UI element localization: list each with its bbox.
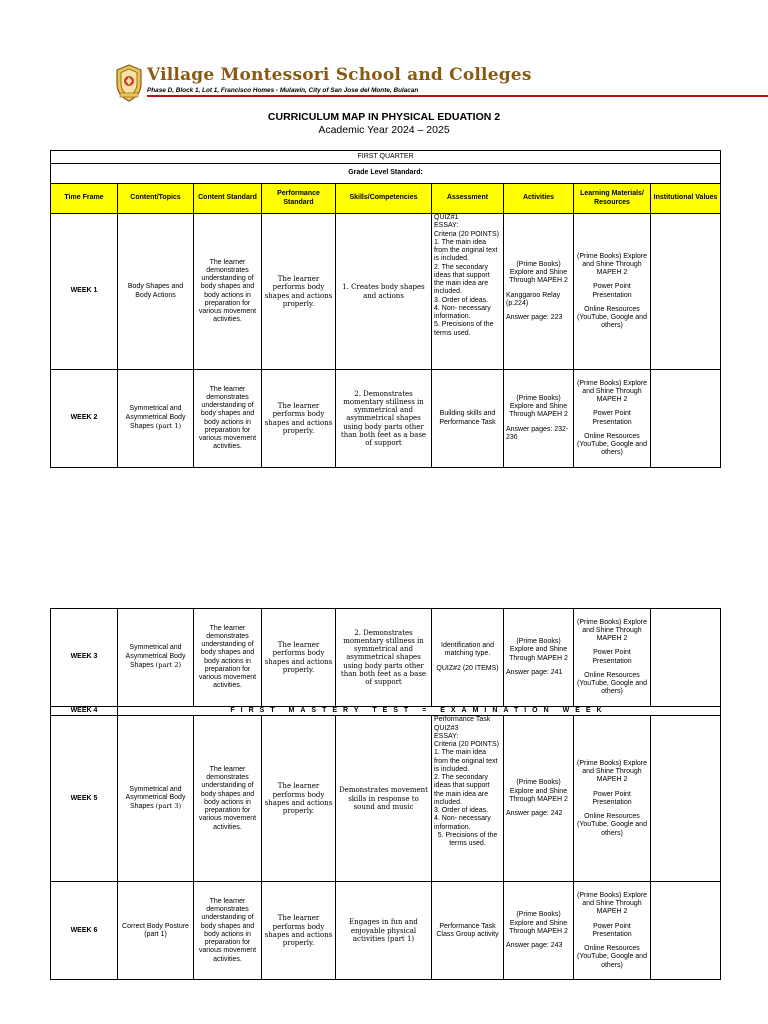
column-header: Content/Topics <box>118 184 194 214</box>
assessment-cell: Performance Task Class Group activity <box>432 882 504 980</box>
topic-text: Symmetrical and Asymmetrical Body Shapes <box>125 405 186 430</box>
topic-cell <box>118 370 194 468</box>
content-standard-cell: The learner demonstrates understanding of body shapes and body actions in preparation for various movement activities. <box>194 716 262 882</box>
topic-part: (part 1) <box>155 421 182 430</box>
grade-level-standard: Grade Level Standard: <box>51 164 721 184</box>
assessment-line: 2. The secondary ideas that support the main idea are included. <box>434 263 490 296</box>
assessment-line: Identification and matching type. <box>441 642 494 658</box>
skills-cell: 2. Demonstrates momentary stillness in symmetrical and asymmetrical shapes using body parts other than both feet as a base of support <box>336 609 432 707</box>
topic-part: (part 2) <box>155 660 182 669</box>
assessment-line: 4. Non- necessary information. <box>434 304 491 320</box>
table-row <box>51 716 721 882</box>
resource-item: (Prime Books) Explore and Shine Through MAPEH 2 <box>576 379 648 403</box>
week-cell: WEEK 4 <box>51 707 118 716</box>
activities-cell <box>504 882 574 980</box>
content-standard-cell: The learner demonstrates understanding of body shapes and body actions in preparation for various movement activities. <box>194 214 262 370</box>
resource-item: Power Point Presentation <box>592 922 632 938</box>
header-rule <box>147 95 768 97</box>
skills-cell: Engages in fun and enjoyable physical activities (part 1) <box>336 882 432 980</box>
school-seal-icon <box>114 64 144 102</box>
column-header: Activities <box>504 184 574 214</box>
resources-cell <box>574 882 651 980</box>
assessment-line: Performance Task <box>434 716 491 724</box>
topic-cell <box>118 609 194 707</box>
resource-item: Power Point Presentation <box>592 649 632 665</box>
assessment-line: 1. The main idea from the original text is included. <box>434 238 498 263</box>
column-header: Assessment <box>432 184 504 214</box>
activity-book: (Prime Books) Explore and Shine Through MAPEH 2 <box>509 911 568 935</box>
performance-standard-cell: The learner performs body shapes and actions properly. <box>262 716 336 882</box>
resource-item: (Prime Books) Explore and Shine Through MAPEH 2 <box>576 252 648 276</box>
assessment-cell: Building skills and Performance Task <box>432 370 504 468</box>
assessment-line: QUIZ#2 (20 ITEMS) <box>436 664 499 672</box>
assessment-line: QUIZ#3 <box>434 724 459 732</box>
mastery-test-banner: FIRST MASTERY TEST = EXAMINATION WEEK <box>118 707 721 716</box>
resources-cell <box>574 716 651 882</box>
week-cell: WEEK 2 <box>51 370 118 468</box>
resource-item: Power Point Presentation <box>592 790 632 806</box>
answer-page: Answer page: 243 <box>506 942 563 949</box>
resource-item: (Prime Books) Explore and Shine Through MAPEH 2 <box>576 618 648 642</box>
values-cell <box>651 609 721 707</box>
resources-cell <box>574 609 651 707</box>
table-row <box>51 370 721 468</box>
topic-cell: Body Shapes and Body Actions <box>118 214 194 370</box>
activity-book: (Prime Books) Explore and Shine Through MAPEH 2 <box>509 779 568 803</box>
performance-standard-cell: The learner performs body shapes and actions properly. <box>262 882 336 980</box>
academic-year: Academic Year 2024 – 2025 <box>318 124 450 136</box>
activity-book: (Prime Books) Explore and Shine Through MAPEH 2 <box>509 638 568 662</box>
content-standard-cell: The learner demonstrates understanding of body shapes and body actions in preparation for various movement activities. <box>194 370 262 468</box>
assessment-line: 4. Non- necessary information. <box>434 815 491 831</box>
column-header: Institutional Values <box>651 184 721 214</box>
resource-item: (Prime Books) Explore and Shine Through MAPEH 2 <box>576 759 648 784</box>
assessment-line: Criteria (20 POINTS) <box>434 741 499 748</box>
resource-item: Online Resources (YouTube, Google and others) <box>577 305 647 330</box>
topic-part: (part 3) <box>155 802 182 811</box>
column-header: Performance Standard <box>262 184 336 214</box>
assessment-line: Criteria (20 POINTS) <box>434 230 499 238</box>
week-cell: WEEK 5 <box>51 716 118 882</box>
content-standard-cell: The learner demonstrates understanding of body shapes and body actions in preparation for various movement activities. <box>194 609 262 707</box>
column-header: Skills/Competencies <box>336 184 432 214</box>
resource-item: (Prime Books) Explore and Shine Through MAPEH 2 <box>576 891 648 916</box>
table-row <box>51 882 721 980</box>
values-cell <box>651 370 721 468</box>
performance-standard-cell: The learner performs body shapes and actions properly. <box>262 214 336 370</box>
assessment-cell <box>432 214 504 370</box>
topic-text: Symmetrical and Asymmetrical Body Shapes <box>125 644 186 669</box>
performance-standard-cell: The learner performs body shapes and actions properly. <box>262 370 336 468</box>
resources-cell <box>574 370 651 468</box>
table-header-row <box>51 184 721 214</box>
answer-page: Answer page: 241 <box>506 668 563 676</box>
performance-standard-cell: The learner performs body shapes and actions properly. <box>262 609 336 707</box>
week-cell: WEEK 6 <box>51 882 118 980</box>
table-row <box>51 609 721 707</box>
resource-item: Online Resources (YouTube, Google and others) <box>577 945 647 969</box>
curriculum-table-part-1 <box>50 150 721 468</box>
activities-cell <box>504 609 574 707</box>
assessment-cell <box>432 716 504 882</box>
assessment-line: ESSAY: <box>434 222 459 230</box>
resource-item: Power Point Presentation <box>592 283 632 299</box>
quarter-heading: FIRST QUARTER <box>51 151 721 164</box>
activity-book: (Prime Books) Explore and Shine Through MAPEH 2 <box>509 260 568 285</box>
topic-text: Symmetrical and Asymmetrical Body Shapes <box>125 785 186 811</box>
assessment-line: 3. Order of ideas. <box>434 296 489 304</box>
activity-book: (Prime Books) Explore and Shine Through MAPEH 2 <box>509 394 568 419</box>
resource-item: Online Resources (YouTube, Google and others) <box>577 432 647 457</box>
answer-page: Answer pages: 232-236 <box>506 425 569 441</box>
assessment-line: ESSAY: <box>434 732 459 740</box>
column-header: Learning Materials/ Resources <box>574 184 651 214</box>
week-cell: WEEK 3 <box>51 609 118 707</box>
skills-cell: Demonstrates movement skills in response to sound and music <box>336 716 432 882</box>
activities-cell <box>504 716 574 882</box>
table-row <box>51 214 721 370</box>
assessment-cell <box>432 609 504 707</box>
activity-extra: Kanggaroo Relay (p.224) <box>506 291 561 307</box>
resource-item: Power Point Presentation <box>592 410 632 426</box>
assessment-line: 2. The secondary ideas that support the main idea are included. <box>434 774 490 806</box>
assessment-line: QUIZ#1 <box>434 214 459 221</box>
school-name: Village Montessori School and Colleges <box>147 65 532 85</box>
activities-cell <box>504 214 574 370</box>
assessment-line: 3. Order of ideas. <box>434 807 489 814</box>
page-title: CURRICULUM MAP IN PHYSICAL EDUATION 2 <box>267 111 501 123</box>
values-cell <box>651 882 721 980</box>
column-header: Time Frame <box>51 184 118 214</box>
assessment-line: 5. Precisions of the terms used. <box>437 831 498 847</box>
content-standard-cell: The learner demonstrates understanding of body shapes and body actions in preparation for various movement activities. <box>194 882 262 980</box>
skills-cell: 1. Creates body shapes and actions <box>336 214 432 370</box>
activities-cell <box>504 370 574 468</box>
values-cell <box>651 214 721 370</box>
resource-item: Online Resources (YouTube, Google and others) <box>577 671 647 696</box>
answer-page: Answer page: 223 <box>506 314 563 321</box>
resources-cell <box>574 214 651 370</box>
curriculum-table-part-2 <box>50 608 721 980</box>
values-cell <box>651 716 721 882</box>
school-address: Phase D, Block 1, Lot 1, Francisco Homes - Mulawin, City of San Jose del Monte, Bulacan <box>147 87 419 94</box>
answer-page: Answer page: 242 <box>506 810 563 817</box>
assessment-line: 5. Precisions of the terms used. <box>434 321 494 337</box>
topic-cell: Correct Body Posture (part 1) <box>118 882 194 980</box>
week-cell: WEEK 1 <box>51 214 118 370</box>
resource-item: Online Resources (YouTube, Google and others) <box>577 813 647 837</box>
skills-cell: 2. Demonstrates momentary stillness in symmetrical and asymmetrical shapes using body parts other than both feet as a base of support <box>336 370 432 468</box>
topic-cell <box>118 716 194 882</box>
table-row-mastery <box>51 707 721 716</box>
column-header: Content Standard <box>194 184 262 214</box>
assessment-line: 1. The main idea from the original text is included. <box>434 749 498 773</box>
letterhead <box>114 64 768 104</box>
